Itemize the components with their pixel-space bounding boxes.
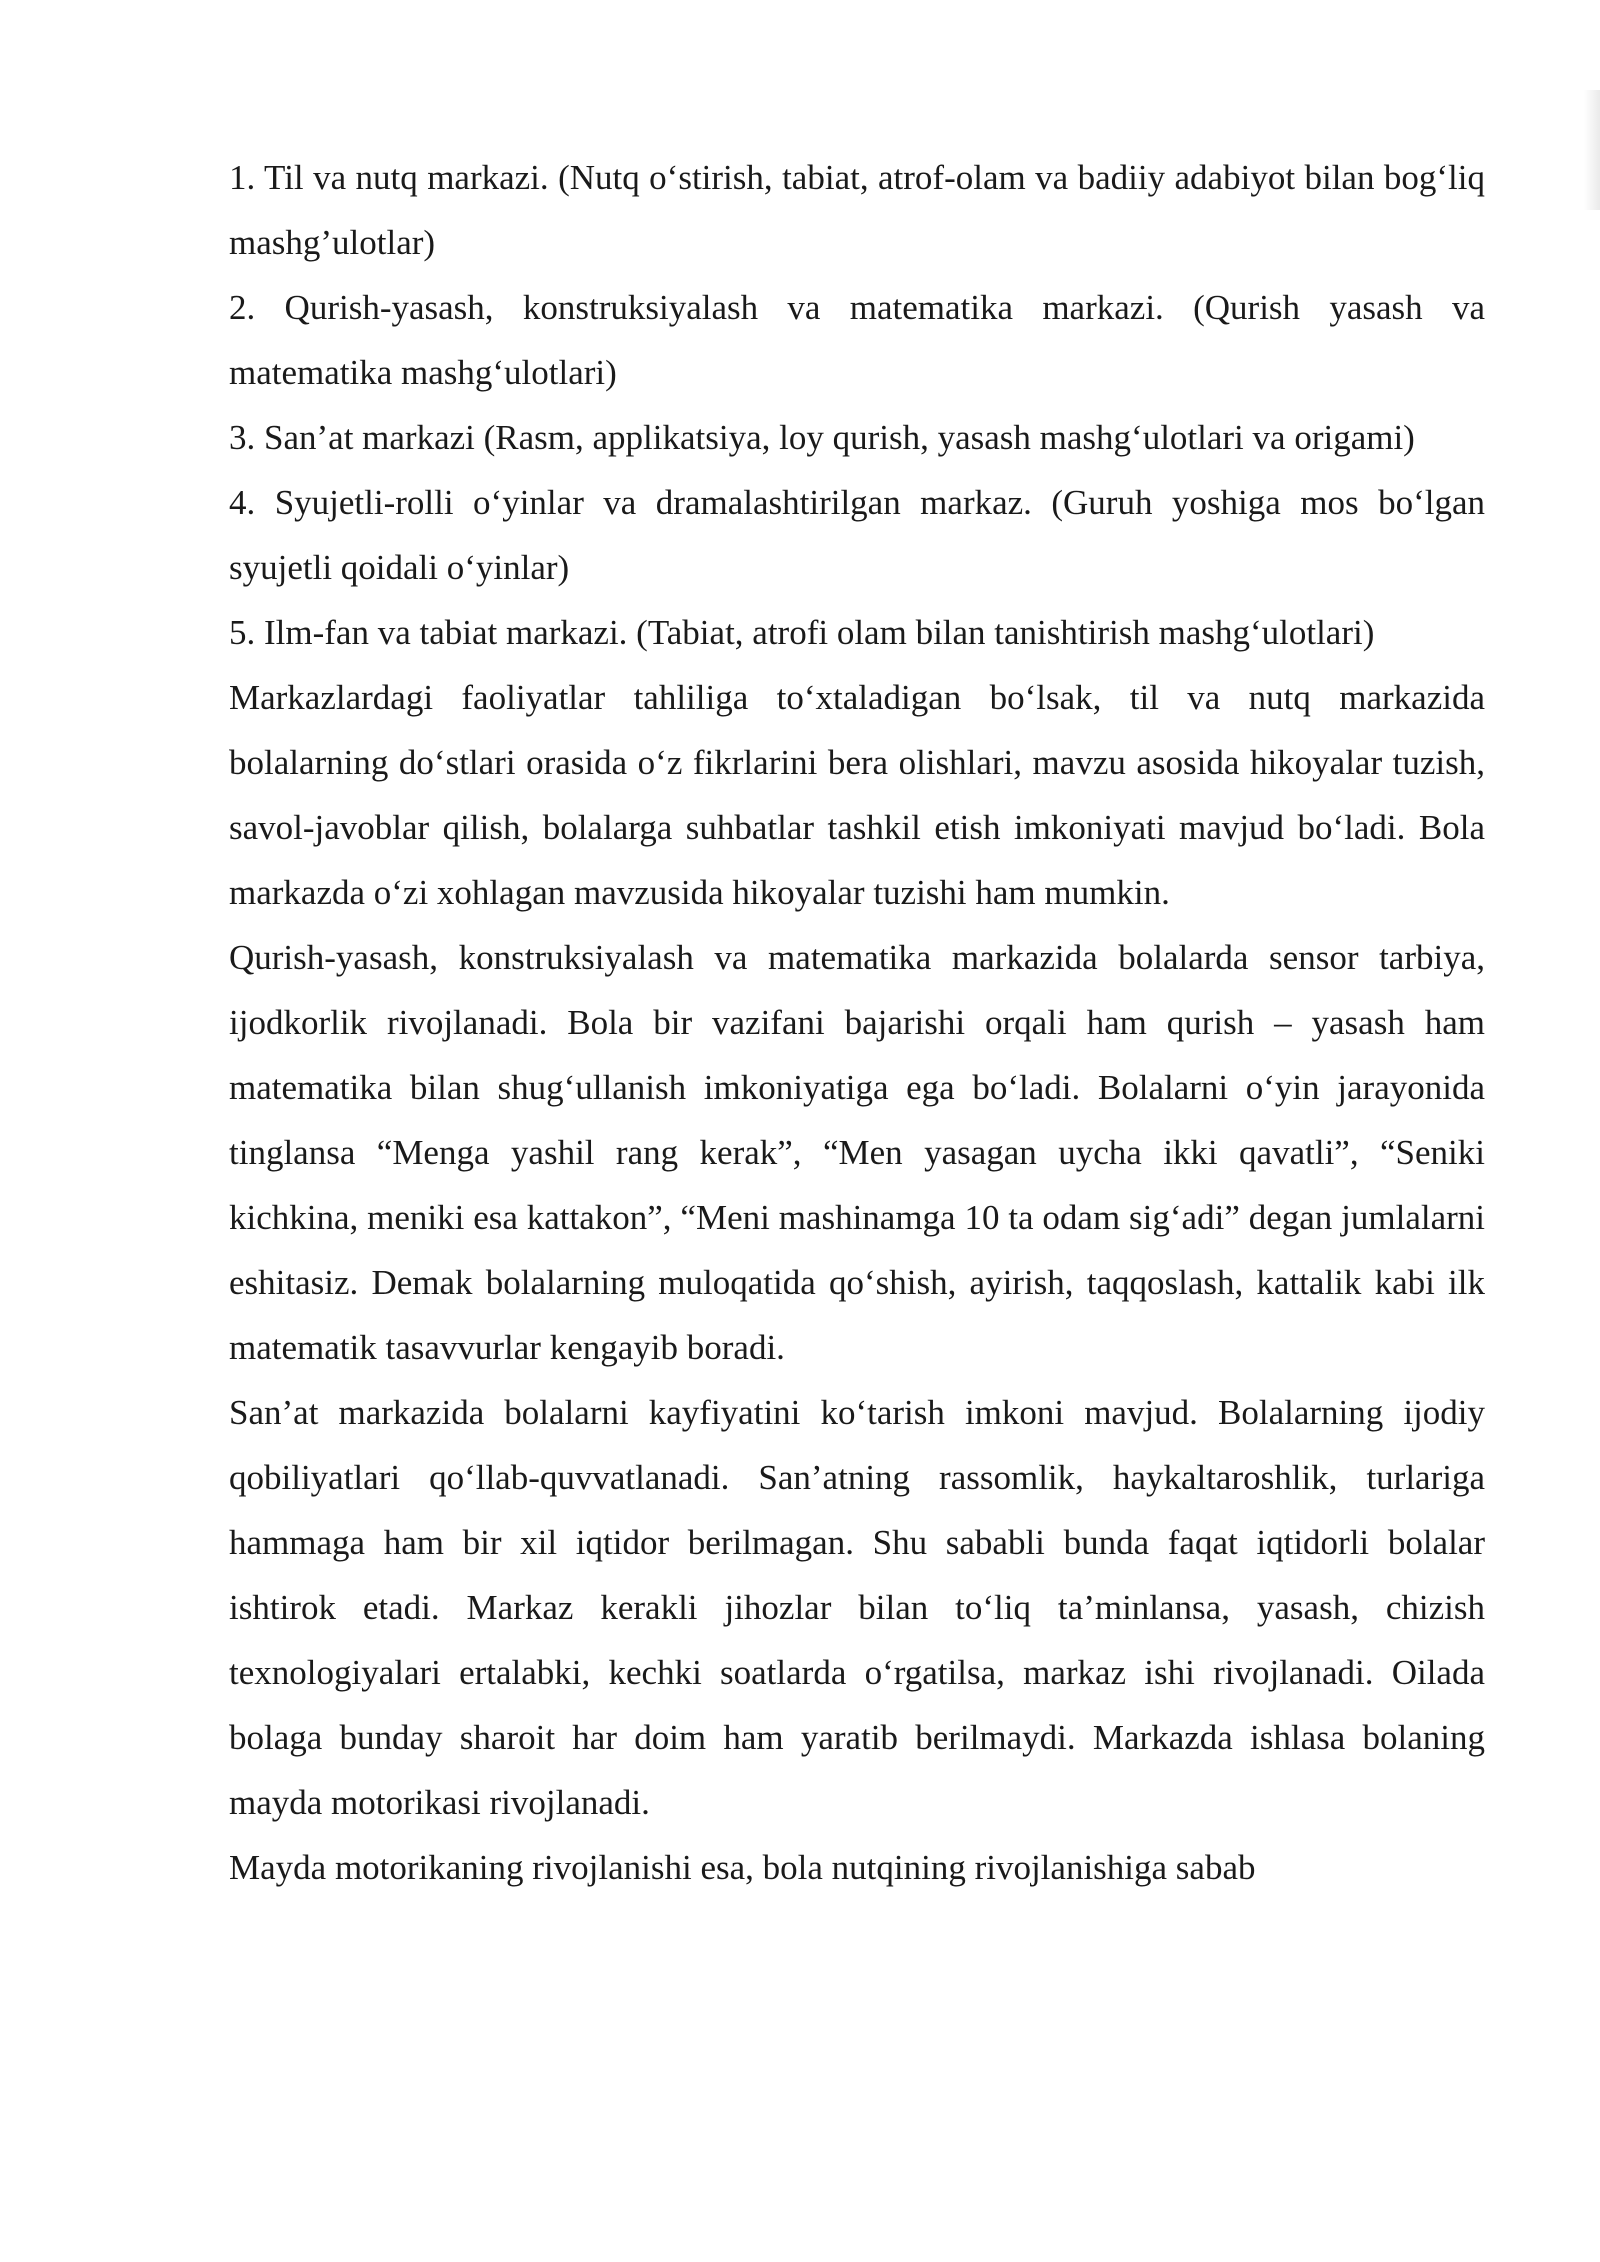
document-body bbox=[229, 145, 1485, 1900]
paragraph-art-center: San’at markazida bolalarni kayfiyatini ko‘tarish imkoni mavjud. Bolalarning ijodiy qobiliyatlari qo‘llab-quvvatlanadi. San’atning rassomlik, haykaltaroshlik, turlariga hammaga ham bir xil iqtidor berilmagan. Shu sababli bunda faqat iqtidorli bolalar ishtirok etadi. Markaz kerakli jihozlar bilan to‘liq ta’minlansa, yasash, chizish texnologiyalari ertalabki, kechki soatlarda o‘rgatilsa, markaz ishi rivojlanadi. Oilada bolaga bunday sharoit har doim ham yaratib berilmaydi. Markazda ishlasa bolaning mayda motorikasi rivojlanadi. bbox=[229, 1393, 1485, 1822]
paragraph-construction-math: Qurish-yasash, konstruksiyalash va matematika markazida bolalarda sensor tarbiya, ijodkorlik rivojlanadi. Bola bir vazifani bajarishi orqali ham qurish – yasash ham matematika bilan shug‘ullanish imkoniyatiga ega bo‘ladi. Bolalarni o‘yin jarayonida tinglansa “Menga yashil rang kerak”, “Men yasagan uycha ikki qavatli”, “Seniki kichkina, meniki esa kattakon”, “Meni mashinamga 10 ta odam sig‘adi” degan jumlalarni eshitasiz. Demak bolalarning muloqatida qo‘shish, ayirish, taqqoslash, kattalik kabi ilk matematik tasavvurlar kengayib boradi. bbox=[229, 938, 1485, 1367]
paragraph-center-3: 3. San’at markazi (Rasm, applikatsiya, loy qurish, yasash mashg‘ulotlari va origami) bbox=[229, 418, 1415, 457]
paragraph-center-5: 5. Ilm-fan va tabiat markazi. (Tabiat, atrofi olam bilan tanishtirish mashg‘ulotlari) bbox=[229, 613, 1375, 652]
paragraph-center-4: 4. Syujetli-rolli o‘yinlar va dramalashtirilgan markaz. (Guruh yoshiga mos bo‘lgan syujetli qoidali o‘yinlar) bbox=[229, 483, 1485, 587]
paragraph-center-2: 2. Qurish-yasash, konstruksiyalash va matematika markazi. (Qurish yasash va matematika mashg‘ulotlari) bbox=[229, 288, 1485, 392]
paragraph-speech-center: Markazlardagi faoliyatlar tahliliga to‘xtaladigan bo‘lsak, til va nutq markazida bolalarning do‘stlari orasida o‘z fikrlarini bera olishlari, mavzu asosida hikoyalar tuzish, savol-javoblar qilish, bolalarga suhbatlar tashkil etish imkoniyati mavjud bo‘ladi. Bola markazda o‘zi xohlagan mavzusida hikoyalar tuzishi ham mumkin. bbox=[229, 678, 1485, 912]
page-edge-shadow bbox=[1584, 90, 1600, 210]
paragraph-motor-skills: Mayda motorikaning rivojlanishi esa, bola nutqining rivojlanishiga sabab bbox=[229, 1848, 1256, 1887]
paragraph-center-1: 1. Til va nutq markazi. (Nutq o‘stirish, tabiat, atrof-olam va badiiy adabiyot bilan bog‘liq mashg’ulotlar) bbox=[229, 158, 1485, 262]
